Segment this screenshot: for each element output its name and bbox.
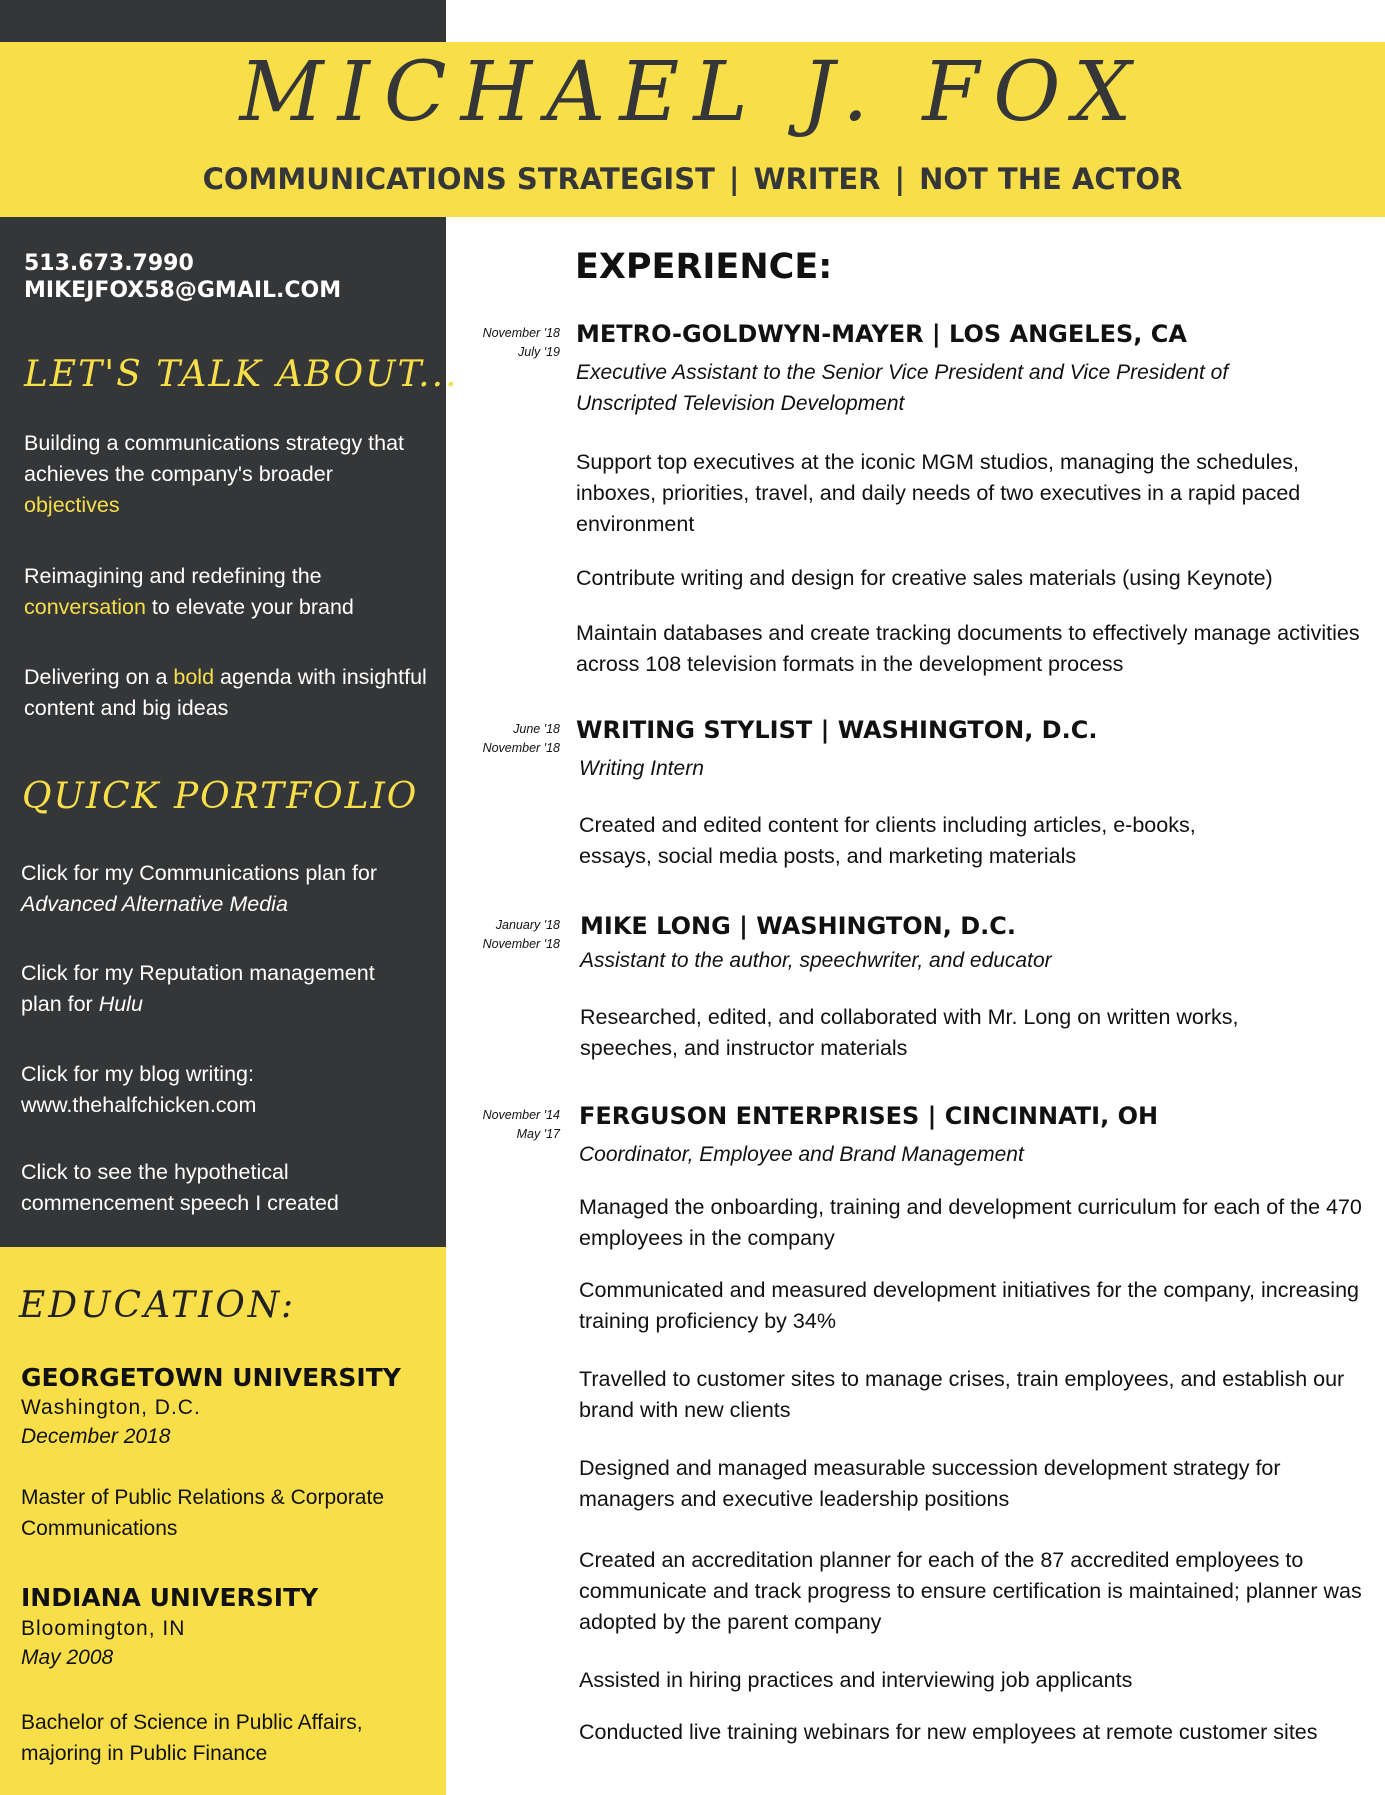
school-location: Washington, D.C. <box>21 1396 201 1419</box>
job-role: Writing Intern <box>579 757 704 780</box>
education-heading: EDUCATION: <box>19 1285 297 1326</box>
contact-email: MIKEJFOX58@GMAIL.COM <box>24 278 342 303</box>
job-role: Assistant to the author, speechwriter, and educator <box>580 949 1052 972</box>
school-date: May 2008 <box>21 1646 114 1669</box>
talk-item-text: agenda with insightful content and big ideas <box>24 665 427 720</box>
job-dates <box>435 324 560 362</box>
portfolio-link-blog[interactable] <box>21 1059 301 1121</box>
job-start-date: January '18 <box>495 918 560 932</box>
job-end-date: November '18 <box>482 937 560 951</box>
job-bullet: Conducted live training webinars for new employees at remote customer sites <box>579 1720 1318 1744</box>
portfolio-link-text: Click to see the hypothetical commencement speech I created <box>21 1160 339 1215</box>
job-dates <box>435 1106 560 1144</box>
resume-tagline <box>0 162 1385 196</box>
talk-item-highlight: objectives <box>24 493 120 517</box>
contact-block <box>24 250 341 304</box>
job-bullet: Managed the onboarding, training and development curriculum for each of the 470 employees in the company <box>579 1195 1362 1250</box>
tagline-separator: | <box>728 162 740 196</box>
portfolio-link-text: Click for my blog writing: www.thehalfchicken.com <box>21 1062 257 1117</box>
talk-item-text: Reimagining and redefining the <box>24 564 322 588</box>
resume-name: MICHAEL J. FOX <box>239 45 1146 140</box>
job-dates <box>435 916 560 954</box>
talk-item-highlight: bold <box>173 665 215 689</box>
job-employer: FERGUSON ENTERPRISES | CINCINNATI, OH <box>579 1102 1159 1130</box>
school-name: GEORGETOWN UNIVERSITY <box>21 1363 401 1392</box>
job-employer: METRO-GOLDWYN-MAYER | LOS ANGELES, CA <box>576 320 1187 348</box>
job-bullet: Created an accreditation planner for each of the 87 accredited employees to communicate and track progress to ensure certification is maintained; planner was adopted by the parent company <box>579 1548 1362 1634</box>
job-bullet: Contribute writing and design for creative sales materials (using Keynote) <box>576 566 1273 590</box>
talk-item <box>24 561 434 623</box>
contact-phone: 513.673.7990 <box>24 251 194 276</box>
job-bullet: Created and edited content for clients including articles, e-books, essays, social media posts, and marketing materials <box>579 813 1196 868</box>
portfolio-link-communications-plan[interactable] <box>21 858 421 920</box>
school-degree: Master of Public Relations & Corporate Communications <box>21 1486 384 1540</box>
job-end-date: July '19 <box>518 345 560 359</box>
talk-item-text: to elevate your brand <box>145 595 354 619</box>
job-start-date: November '18 <box>482 326 560 340</box>
tagline-separator: | <box>894 162 906 196</box>
job-role: Executive Assistant to the Senior Vice President and Vice President of Unscripted Television Development <box>576 361 1229 415</box>
job-bullet: Assisted in hiring practices and interviewing job applicants <box>579 1668 1133 1692</box>
talk-item <box>24 428 434 521</box>
job-bullet: Maintain databases and create tracking documents to effectively manage activities across 108 television formats in the development process <box>576 621 1360 676</box>
portfolio-link-speech[interactable] <box>21 1157 421 1219</box>
portfolio-heading: QUICK PORTFOLIO <box>22 776 419 817</box>
job-end-date: November '18 <box>482 741 560 755</box>
job-role: Coordinator, Employee and Brand Management <box>579 1143 1024 1166</box>
experience-heading: EXPERIENCE: <box>575 247 833 287</box>
portfolio-link-reputation-plan[interactable] <box>21 958 421 1020</box>
job-bullet: Designed and managed measurable succession development strategy for managers and executive leadership positions <box>579 1456 1281 1511</box>
school-date: December 2018 <box>21 1425 171 1448</box>
tagline-item: WRITER <box>753 162 881 196</box>
talk-item-highlight: conversation <box>24 595 146 619</box>
tagline-item: COMMUNICATIONS STRATEGIST <box>202 162 715 196</box>
job-start-date: November '14 <box>482 1108 560 1122</box>
talk-item-text: Delivering on a <box>24 665 174 689</box>
job-bullet: Communicated and measured development initiatives for the company, increasing training proficiency by 34% <box>579 1278 1359 1333</box>
portfolio-link-italic: Advanced Alternative Media <box>21 892 288 916</box>
school-location: Bloomington, IN <box>21 1617 186 1640</box>
job-employer: MIKE LONG | WASHINGTON, D.C. <box>580 912 1016 940</box>
job-bullet: Support top executives at the iconic MGM studios, managing the schedules, inboxes, priorities, travel, and daily needs of two executives in a rapid paced environment <box>576 450 1301 536</box>
job-start-date: June '18 <box>513 722 560 736</box>
school-name: INDIANA UNIVERSITY <box>21 1583 319 1612</box>
job-bullet: Researched, edited, and collaborated with Mr. Long on written works, speeches, and instructor materials <box>580 1005 1239 1060</box>
talk-item-text: Building a communications strategy that achieves the company's broader <box>24 431 405 486</box>
job-bullet: Travelled to customer sites to manage crises, train employees, and establish our brand with new clients <box>579 1367 1345 1422</box>
talk-item <box>24 662 434 724</box>
portfolio-link-text: Click for my Reputation management plan for <box>21 961 375 1016</box>
job-dates <box>435 720 560 758</box>
portfolio-link-text: Click for my Communications plan for <box>21 861 378 885</box>
job-employer: WRITING STYLIST | WASHINGTON, D.C. <box>576 716 1098 744</box>
job-end-date: May '17 <box>516 1127 560 1141</box>
school-degree: Bachelor of Science in Public Affairs, majoring in Public Finance <box>21 1711 363 1765</box>
portfolio-link-italic: Hulu <box>98 992 143 1016</box>
talk-heading: LET'S TALK ABOUT... <box>24 354 459 395</box>
tagline-item: NOT THE ACTOR <box>919 162 1183 196</box>
